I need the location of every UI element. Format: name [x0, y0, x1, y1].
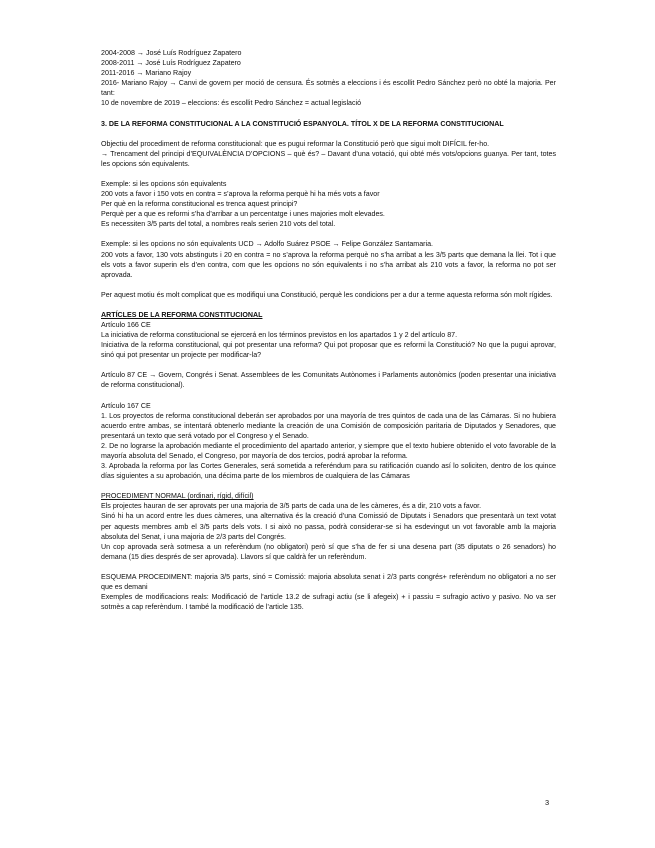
principle-breach-paragraph: → Trencament del principi d’EQUIVALÈNCIA D’OPCIONS – què és? – Davant d’una votació, qui obté més vots/opcions guanya. Per tant, totes les opcions són equivalents. — [101, 149, 556, 168]
chronology-item: 2016- Mariano Rajoy → Canvi de govern per moció de censura. És sotmès a eleccions i és escollit Pedro Sánchez però no obté la majoria. Per tant: — [101, 79, 556, 98]
non-equivalent-example-body: 200 vots a favor, 130 vots abstinguts i 20 en contra = no s’aprova la reforma perquè no s’ha arribat a les 3/5 parts que demana la llei. Tot i que els vots a favor superin els d’en contra, com que les opcions no són equivalents i no s’ha arribat als 210 vots a favor, la reforma no pot ser aprovada. — [101, 250, 556, 279]
procedure-paragraph: Sinó hi ha un acord entre les dues càmeres, una alternativa és la creació d’una Comissió de Diputats i Senadors que presentarà un text votat per aquests membres amb el 3/5 parts dels vots. I si això no passa, podrà considerar-se si ha esdevingut un vot favorable amb la majoria absoluta del Senat, i una majoria de 2/3 parts del Congrés. — [101, 512, 556, 541]
chronology-list — [101, 48, 556, 109]
article-167-clause-2: 2. De no lograrse la aprobación mediante el procedimiento del apartado anterior, y siempre que el texto hubiere obtenido el voto favorable de la mayoría absoluta del Senado, el Congreso, por mayoría de dos tercios, podrá aprobar la reforma. — [101, 441, 556, 460]
example-line: Es necessiten 3/5 parts del total, a nombres reals serien 210 vots del total. — [101, 220, 336, 229]
example-line: Exemple: si les opcions són equivalents — [101, 179, 227, 188]
procedure-paragraph: Els projectes hauran de ser aprovats per una majoria de 3/5 parts de cada una de les càmeres, és a dir, 210 vots a favor. — [101, 502, 482, 511]
chronology-item: 2011-2016 → Mariano Rajoy — [101, 69, 192, 78]
objective-paragraph: Objectiu del procediment de reforma constitucional: que es pugui reformar la Constitució però que sigui molt DIFÍCIL fer-ho. — [101, 139, 490, 148]
article-167-heading: Artículo 167 CE — [101, 401, 151, 410]
equivalent-options-example — [101, 179, 556, 229]
article-166-explanation: Iniciativa de la reforma constitucional, qui pot presentar una reforma? Qui pot proposar que es reformi la Constitució? No que la pugui aprovar, sinó qui pot presentar un projecte per modificar-la? — [101, 341, 556, 360]
procedure-paragraph: Un cop aprovada serà sotmesa a un referèndum (no obligatori) però sí que s’ha de fer si una desena part (35 diputats o 26 senadors) ho demana (15 dies després de ser aprovada). Llavors sí que caldrà fer un referèndum. — [101, 542, 556, 561]
conclusion-paragraph: Per aquest motiu és molt complicat que es modifiqui una Constitució, perquè les condicions per a dur a terme aquesta reforma són molt rígides. — [101, 290, 553, 299]
example-line: Perquè per a que es reformi s’ha d’arribar a un percentatge i unes majories molt elevades. — [101, 210, 385, 219]
document-page — [101, 48, 556, 612]
article-87-paragraph: Artículo 87 CE → Govern, Congrés i Senat. Assemblees de les Comunitats Autònomes i Parlaments autonòmics (poden presentar una iniciativa de reforma constitucional). — [101, 371, 556, 390]
procedure-title: PROCEDIMENT NORMAL (ordinari, rígid, difícil) — [101, 492, 254, 501]
example-line: 200 vots a favor i 150 vots en contra = s’aprova la reforma perquè hi ha més vots a favor — [101, 190, 380, 199]
article-166-text: La iniciativa de reforma constitucional se ejercerá en los términos previstos en los apartados 1 y 2 del artículo 87. — [101, 331, 458, 340]
chronology-item: 2008-2011 → José Luís Rodríguez Zapatero — [101, 59, 241, 68]
real-modifications-example: Exemples de modificacions reals: Modificació de l’article 13.2 de sufragi actiu (se li afegeix) + i passiu = sufragio activo y pasivo. No va ser sotmès a cap referèndum. I també la modificació de l’article 135. — [101, 593, 556, 612]
example-line: Per què en la reforma constitucional es trenca aquest principi? — [101, 200, 298, 209]
article-167-clause-1: 1. Los proyectos de reforma constitucional deberán ser aprobados por una mayoría de tres quintos de cada una de las Cámaras. Si no hubiera acuerdo entre ambas, se intentará obtenerlo mediante la creación de una Comisión de composición paritaria de Diputados y Senadores, que presentará un texto que será votado por el Congreso y el Senado. — [101, 411, 556, 440]
articles-title: ARTÍCLES DE LA REFORMA CONSTITUCIONAL — [101, 310, 263, 319]
chronology-item: 2004-2008 → José Luís Rodríguez Zapatero — [101, 49, 242, 57]
procedure-scheme: ESQUEMA PROCEDIMENT: majoria 3/5 parts, sinó = Comissió: majoria absoluta senat i 2/3 parts congrés+ referèndum no obligatori a no ser que es demani — [101, 572, 556, 592]
section-title: 3. DE LA REFORMA CONSTITUCIONAL A LA CONSTITUCIÓ ESPANYOLA. TÍTOL X DE LA REFORMA CONSTITUCIONAL — [101, 119, 504, 128]
article-167-clause-3: 3. Aprobada la reforma por las Cortes Generales, será sometida a referéndum para su ratificación cuando así lo soliciten, dentro de los quince días siguientes a su aprobación, una décima parte de los miembros de cualquiera de las Cámaras — [101, 462, 556, 481]
chronology-item: 10 de novembre de 2019 – eleccions: és escollit Pedro Sánchez = actual legislació — [101, 99, 362, 108]
page-number: 3 — [545, 798, 550, 807]
non-equivalent-example-intro: Exemple: si les opcions no són equivalents UCD → Adolfo Suárez PSOE → Felipe González Santamaria. — [101, 240, 433, 249]
article-166-heading: Artículo 166 CE — [101, 320, 151, 329]
